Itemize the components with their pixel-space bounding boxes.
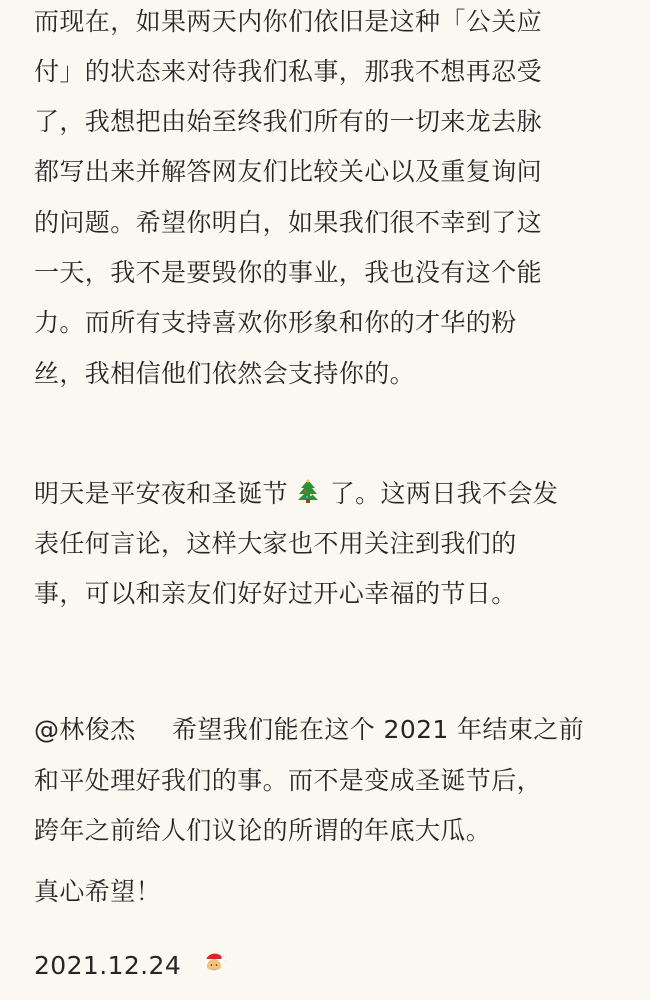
date-line — [34, 948, 634, 984]
text-line: 而现在，如果两天内你们依旧是这种「公关应 — [34, 7, 543, 36]
santa-claus-icon — [200, 950, 228, 978]
text-line: 跨年之前给人们议论的所谓的年底大瓜。 — [34, 816, 492, 845]
text-line: 丝，我相信他们依然会支持你的。 — [34, 359, 416, 388]
christmas-line-end: 了。这两日我不会发 — [329, 479, 559, 508]
text-line: 力。而所有支持喜欢你形象和你的才华的粉 — [34, 308, 517, 337]
text-line: 的问题。希望你明白，如果我们很不幸到了这 — [34, 208, 543, 237]
christmas-line-start: 明天是平安夜和圣诞节 — [34, 479, 289, 508]
text-line: 和平处理好我们的事。而不是变成圣诞节后， — [34, 766, 543, 795]
christmas-tree-icon — [297, 479, 319, 504]
mention-message: 希望我们能在这个 2021 年结束之前 — [171, 715, 585, 744]
date-text: 2021.12.24 — [34, 951, 182, 980]
text-line: 了，我想把由始至终我们所有的一切来龙去脉 — [34, 107, 543, 136]
closing-text: 真心希望！ — [34, 877, 162, 906]
text-line: 一天，我不是要毁你的事业，我也没有这个能 — [34, 258, 543, 287]
text-line: 表任何言论，这样大家也不用关注到我们的 — [34, 529, 517, 558]
mention-text[interactable]: @林俊杰 — [34, 715, 136, 744]
mention-line — [34, 712, 634, 748]
text-line-with-icon — [34, 476, 634, 512]
text-line: 都写出来并解答网友们比较关心以及重复询问 — [34, 157, 543, 186]
text-line: 事，可以和亲友们好好过开心幸福的节日。 — [34, 579, 517, 608]
text-line: 付」的状态来对待我们私事，那我不想再忍受 — [34, 57, 543, 86]
